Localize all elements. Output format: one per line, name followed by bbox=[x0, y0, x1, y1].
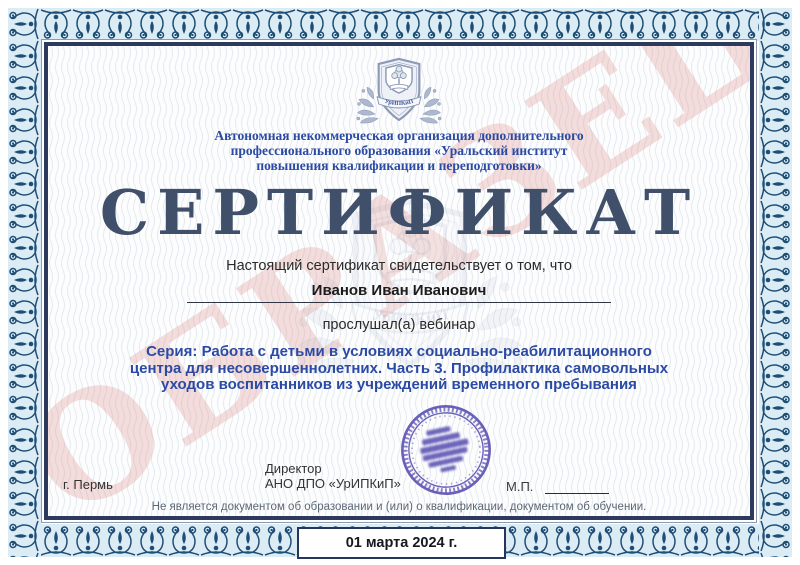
organization-name-line: повышения квалификации и переподготовки» bbox=[256, 158, 542, 173]
director-organization: АНО ДПО «УрИПКиП» bbox=[265, 476, 401, 491]
webinar-title-line: центра для несовершеннолетних. Часть 3. Профилактика самовольных bbox=[129, 359, 669, 377]
statement-text: Настоящий сертификат свидетельствует о том, что bbox=[226, 258, 572, 274]
webinar-title-line: Серия: Работа с детьми в условиях социально-реабилитационного bbox=[146, 343, 652, 360]
action-text: прослушал(а) вебинар bbox=[322, 317, 476, 333]
organization-name-line: профессионального образования «Уральский институт bbox=[230, 143, 568, 158]
ornamental-border-right bbox=[759, 8, 792, 557]
uripkip-logo-emblem bbox=[337, 56, 461, 125]
signatory-block bbox=[265, 461, 401, 491]
signature-line bbox=[545, 493, 609, 494]
webinar-title-line: уходов воспитанников из учреждений временного пребывания bbox=[161, 376, 637, 393]
ornamental-border-top bbox=[8, 8, 792, 41]
organization-name bbox=[48, 128, 750, 173]
webinar-title bbox=[48, 344, 750, 394]
issue-date-box bbox=[297, 527, 506, 559]
inner-frame bbox=[41, 39, 757, 523]
disclaimer-text: Не является документом об образовании и (или) о квалификации, документом об обучении. bbox=[151, 501, 647, 513]
ornamental-border-left bbox=[8, 8, 41, 557]
round-stamp-icon bbox=[398, 402, 494, 498]
organization-name-line: Автономная некоммерческая организация дополнительного bbox=[214, 128, 584, 143]
certificate-title: СЕРТИФИКАТ bbox=[99, 176, 699, 249]
issue-date: 01 марта 2024 г. bbox=[345, 535, 458, 551]
stamp-place-label: М.П. bbox=[506, 479, 534, 494]
recipient-name: Иванов Иван Иванович bbox=[311, 282, 487, 299]
director-title: Директор bbox=[265, 461, 322, 476]
city-label: г. Пермь bbox=[63, 477, 113, 492]
recipient-underline bbox=[187, 302, 611, 303]
